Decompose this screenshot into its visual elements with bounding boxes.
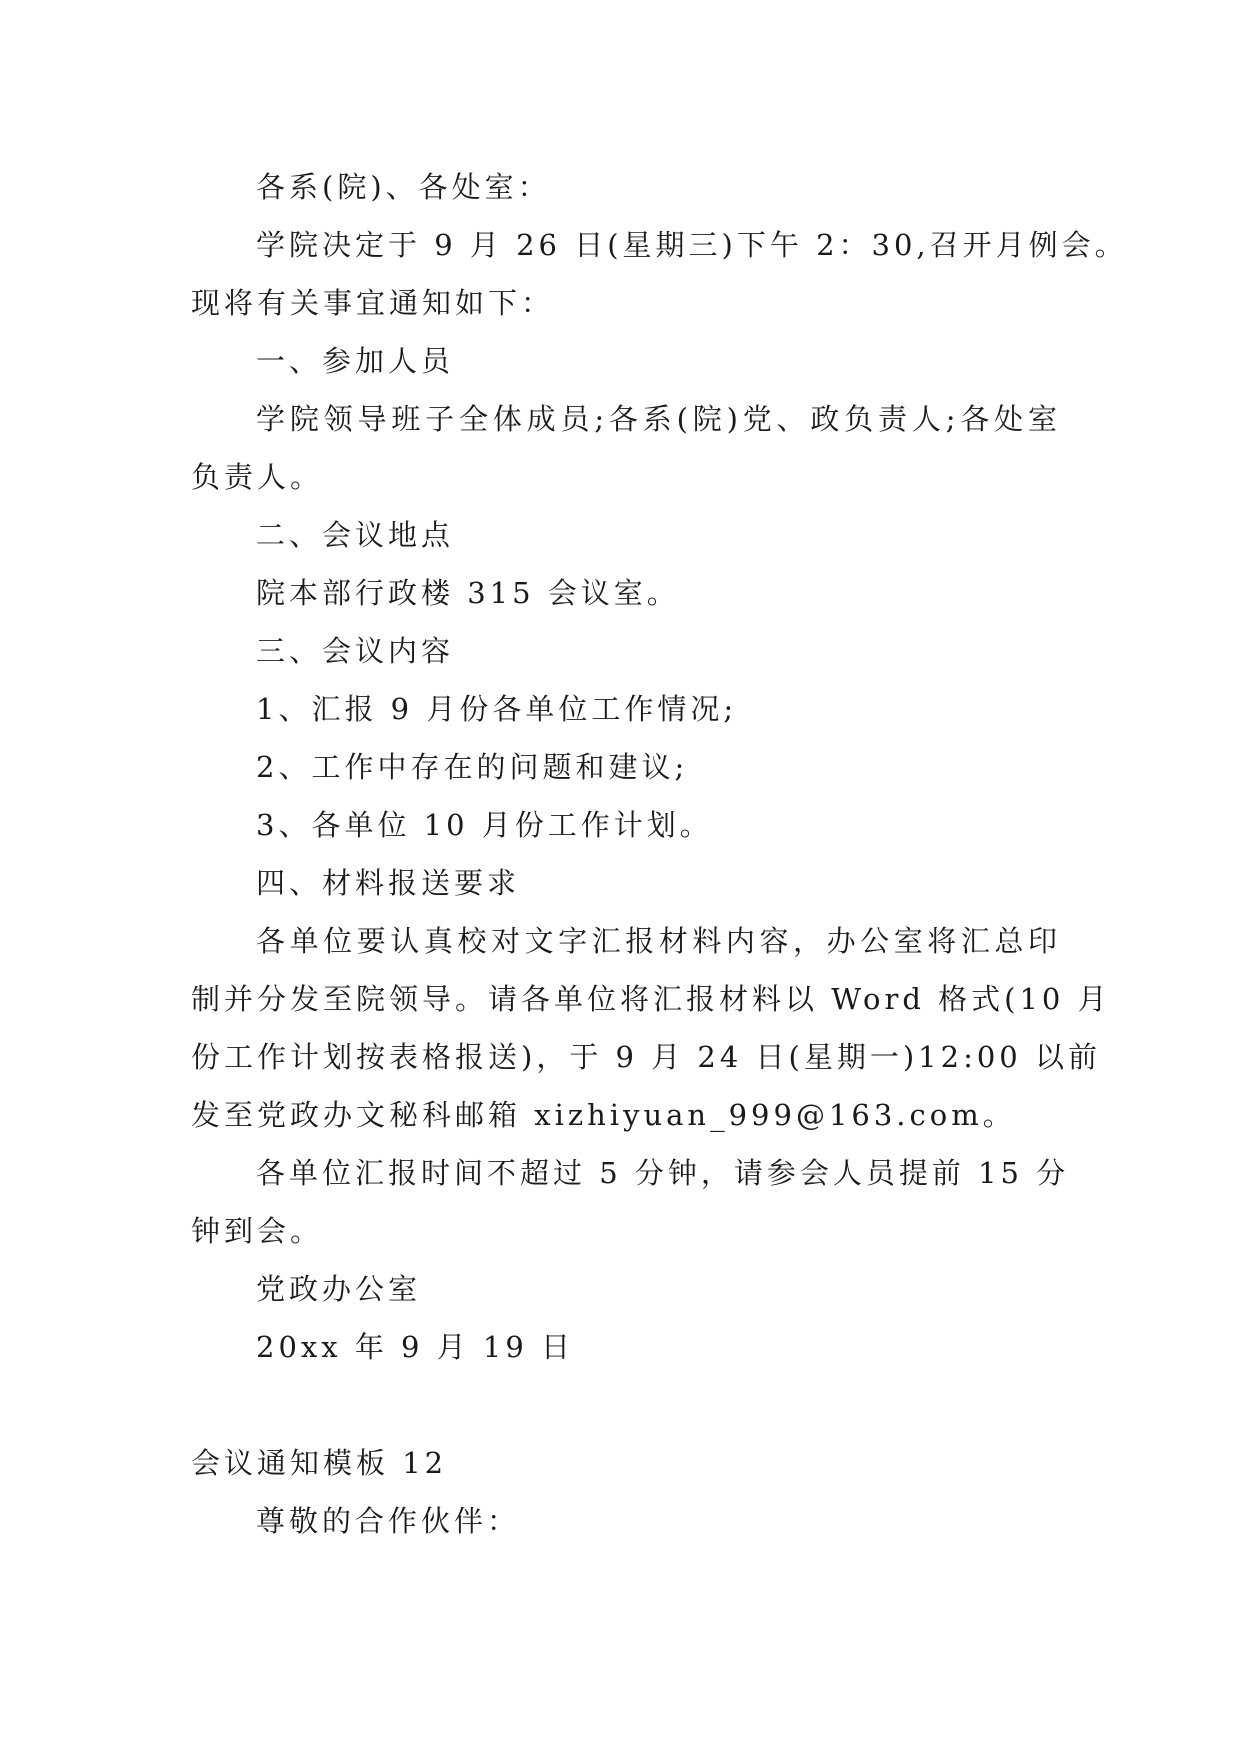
materials-line-4: 发至党政办文秘科邮箱 xizhiyuan_999@163.com。 (191, 1098, 1016, 1132)
attendees-line-2: 负责人。 (191, 460, 324, 494)
content-item-2: 2、工作中存在的问题和建议; (256, 750, 689, 784)
content-item-3: 3、各单位 10 月份工作计划。 (256, 808, 713, 842)
section-heading-attendees: 一、参加人员 (256, 344, 455, 378)
location-text: 院本部行政楼 315 会议室。 (256, 576, 680, 610)
intro-paragraph-line-2: 现将有关事宜通知如下： (191, 286, 555, 320)
section-heading-location: 二、会议地点 (256, 518, 455, 552)
section-heading-content: 三、会议内容 (256, 634, 455, 668)
template-salutation: 尊敬的合作伙伴： (256, 1504, 521, 1538)
materials-line-2: 制并分发至院领导。请各单位将汇报材料以 Word 格式(10 月 (191, 982, 1111, 1016)
reporting-time-line-1: 各单位汇报时间不超过 5 分钟，请参会人员提前 15 分 (256, 1156, 1070, 1190)
reporting-time-line-2: 钟到会。 (191, 1214, 324, 1248)
attendees-line-1: 学院领导班子全体成员;各系(院)党、政负责人;各处室 (256, 402, 1061, 436)
signature-date: 20xx 年 9 月 19 日 (256, 1330, 575, 1364)
materials-line-3: 份工作计划按表格报送)，于 9 月 24 日(星期一)12:00 以前 (191, 1040, 1101, 1074)
signature-office: 党政办公室 (256, 1272, 422, 1306)
content-item-1: 1、汇报 9 月份各单位工作情况; (256, 692, 738, 726)
materials-line-1: 各单位要认真校对文字汇报材料内容，办公室将汇总印 (256, 924, 1061, 958)
salutation: 各系(院)、各处室： (256, 170, 551, 204)
intro-paragraph-line-1: 学院决定于 9 月 26 日(星期三)下午 2：30,召开月例会。 (256, 228, 1128, 262)
template-title: 会议通知模板 12 (191, 1446, 448, 1480)
section-heading-materials: 四、材料报送要求 (256, 866, 521, 900)
